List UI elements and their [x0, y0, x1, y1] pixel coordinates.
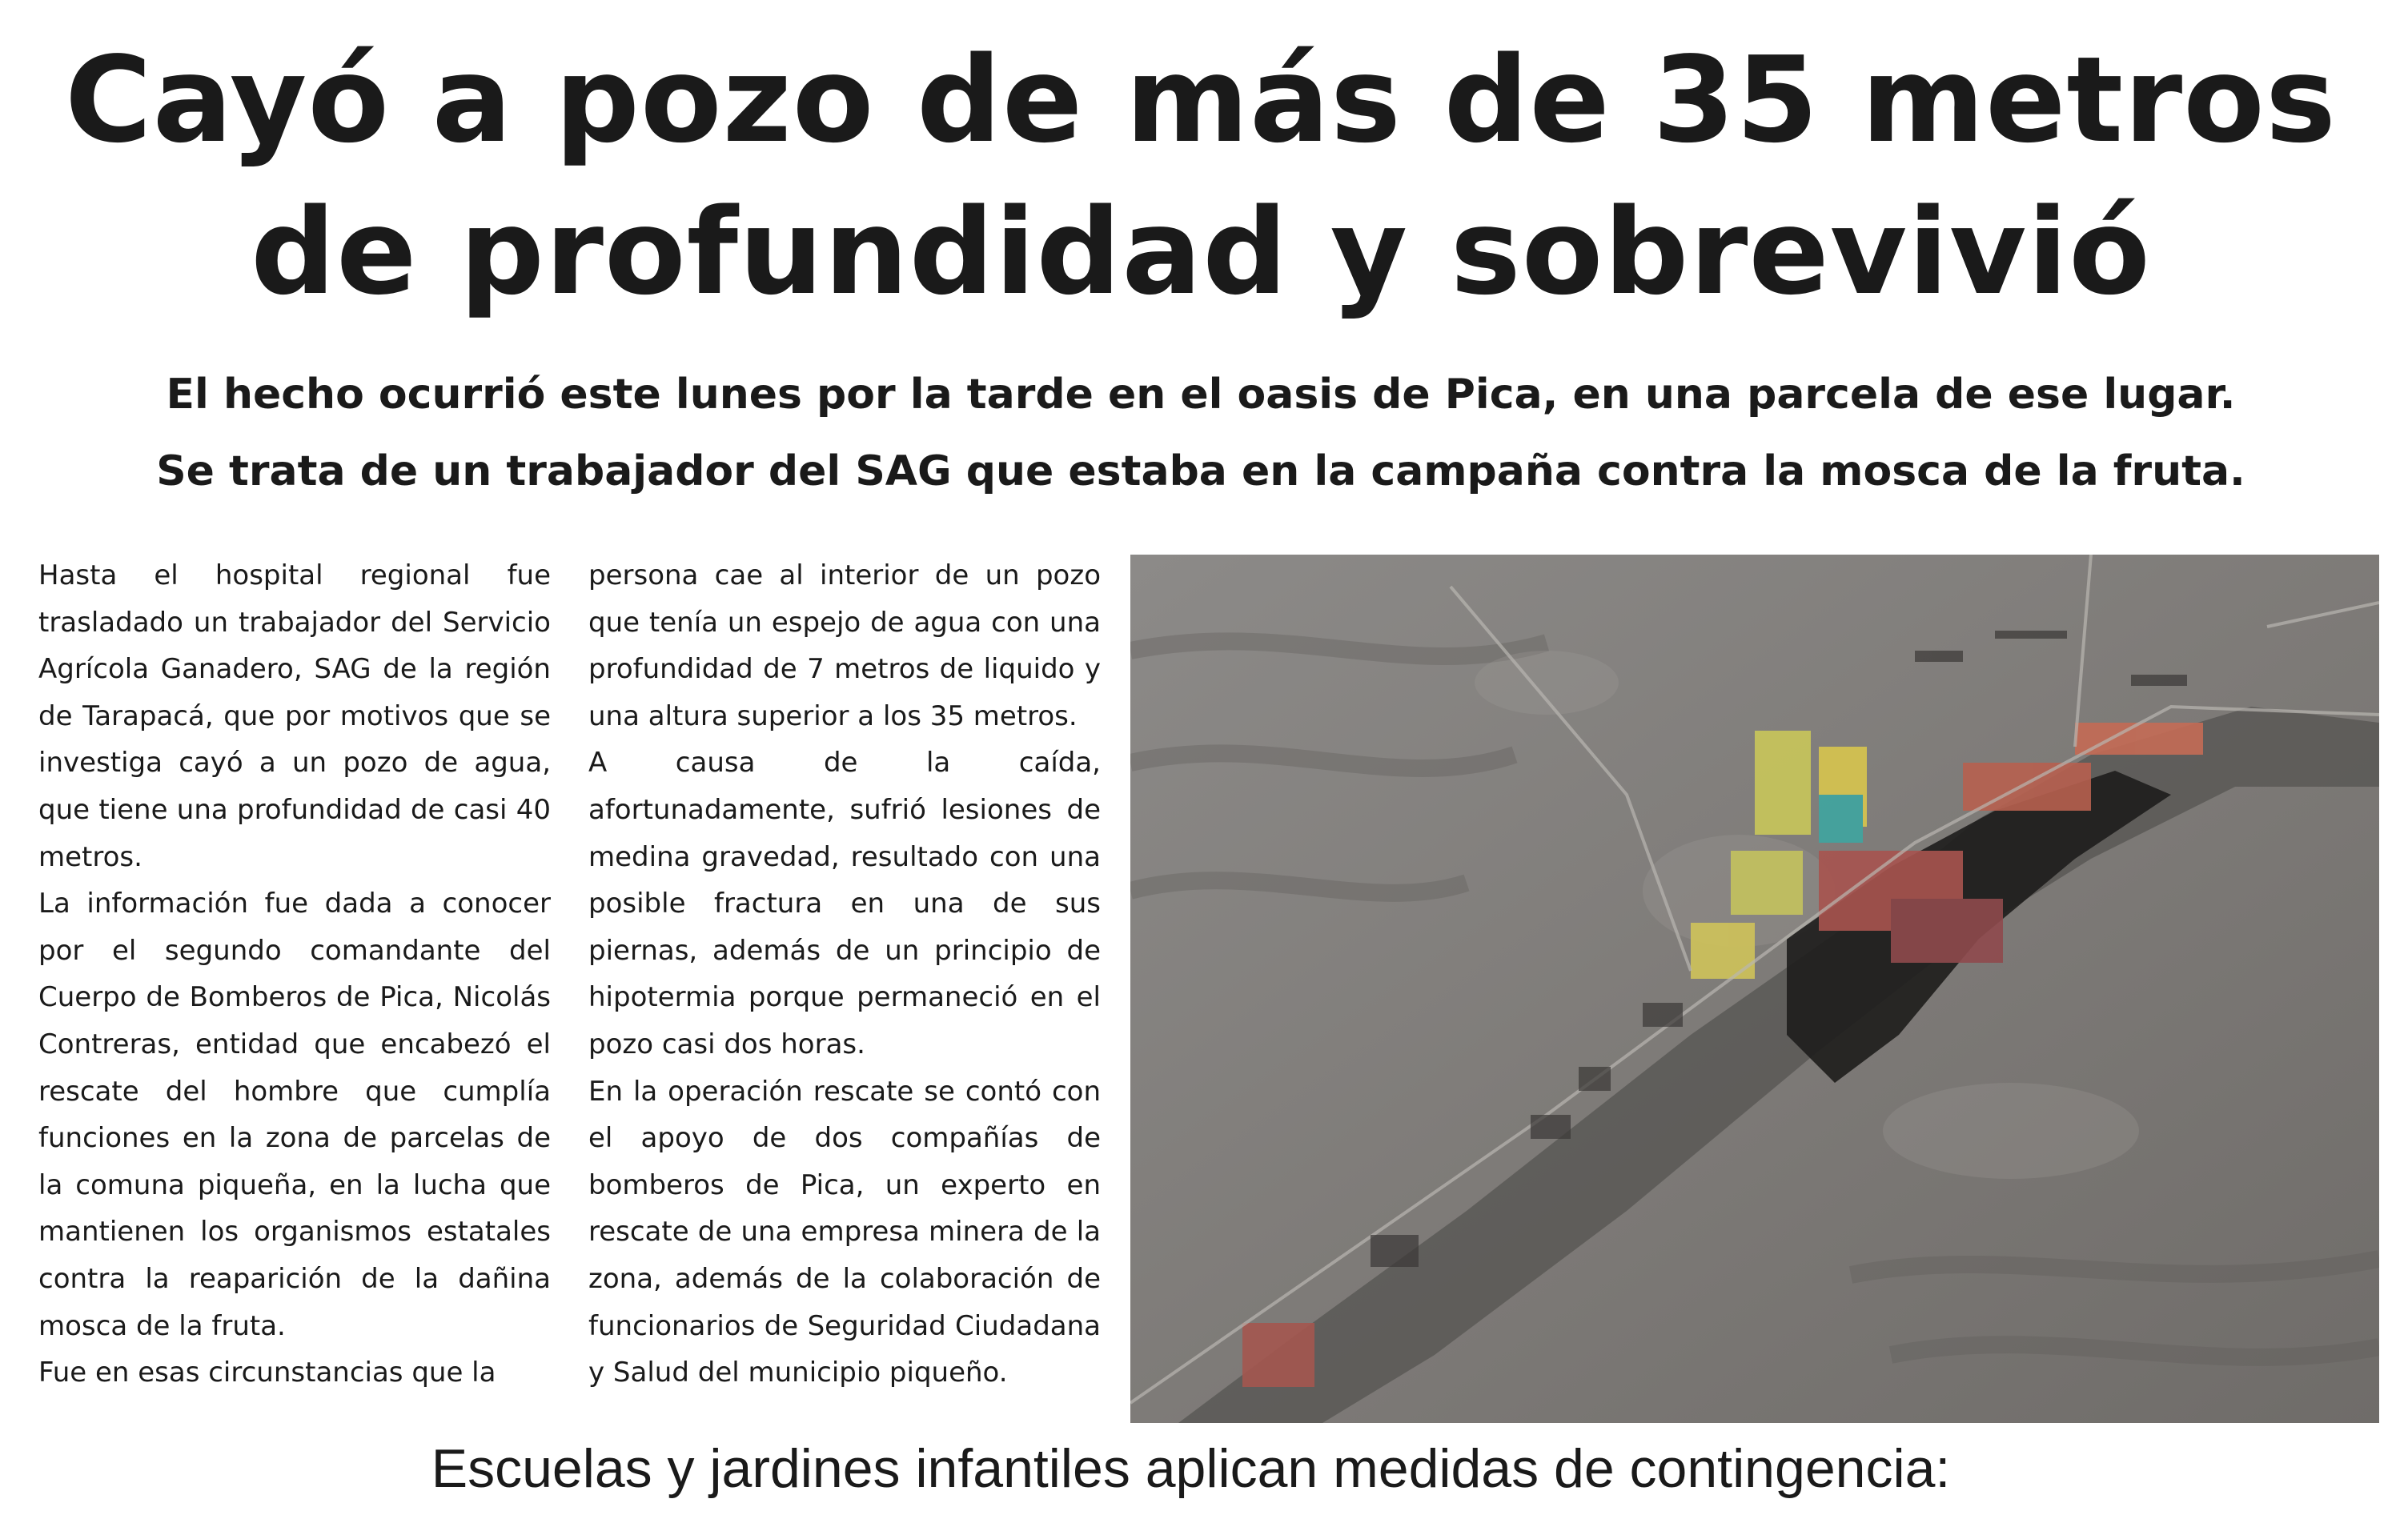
subheadline-line-1: El hecho ocurrió este lunes por la tarde en el oasis de Pica, en una parcela de ese lugar. [166, 371, 2236, 419]
headline-line-1: Cayó a pozo de más de 35 metros [65, 31, 2337, 169]
paragraph: persona cae al interior de un pozo que tenía un espejo de agua con una profundidad de 7 metros de liquido y una altura superior a los 35 metros. [588, 559, 1101, 732]
paragraph: Hasta el hospital regional fue trasladado un trabajador del Servicio Agrícola Ganadero, SAG de la región de Tarapacá, que por motivos que se investiga cayó a un pozo de agua, que tiene una profundidad de casi 40 metros. [38, 559, 551, 873]
footer-heading: Escuelas y jardines infantiles aplican medidas de contingencia: [431, 1438, 1951, 1499]
subheadline-line-2: Se trata de un trabajador del SAG que estaba en la campaña contra la mosca de la fruta. [156, 447, 2245, 495]
headline [32, 24, 2370, 328]
subheadline [32, 356, 2370, 510]
article-column-1 [38, 552, 551, 1397]
article-column-2 [588, 552, 1101, 1397]
paragraph: En la operación rescate se contó con el apoyo de dos compañías de bomberos de Pica, un experto en rescate de una empresa minera de la zona, además de la colaboración de funcionarios de Seguridad Ciudadana y Salud del municipio piqueño. [588, 1075, 1101, 1389]
paragraph: La información fue dada a conocer por el segundo comandante del Cuerpo de Bomberos de Pica, Nicolás Contreras, entidad que encabezó el rescate del hombre que cumplía funciones en la zona de parcelas de la comuna piqueña, en la lucha que mantienen los organismos estatales contra la reaparición de la dañina mosca de la fruta. [38, 888, 551, 1342]
aerial-photo-illustration [1130, 555, 2379, 1423]
paragraph: Fue en esas circunstancias que la [38, 1357, 496, 1389]
headline-line-2: de profundidad y sobrevivió [251, 183, 2151, 321]
paragraph: A causa de la caída, afortunadamente, sufrió lesiones de medina gravedad, resultado con una posible fractura en una de sus piernas, además de un principio de hipotermia porque permaneció en el pozo casi dos horas. [588, 747, 1101, 1060]
aerial-photo-pica-oasis [1130, 555, 2379, 1423]
